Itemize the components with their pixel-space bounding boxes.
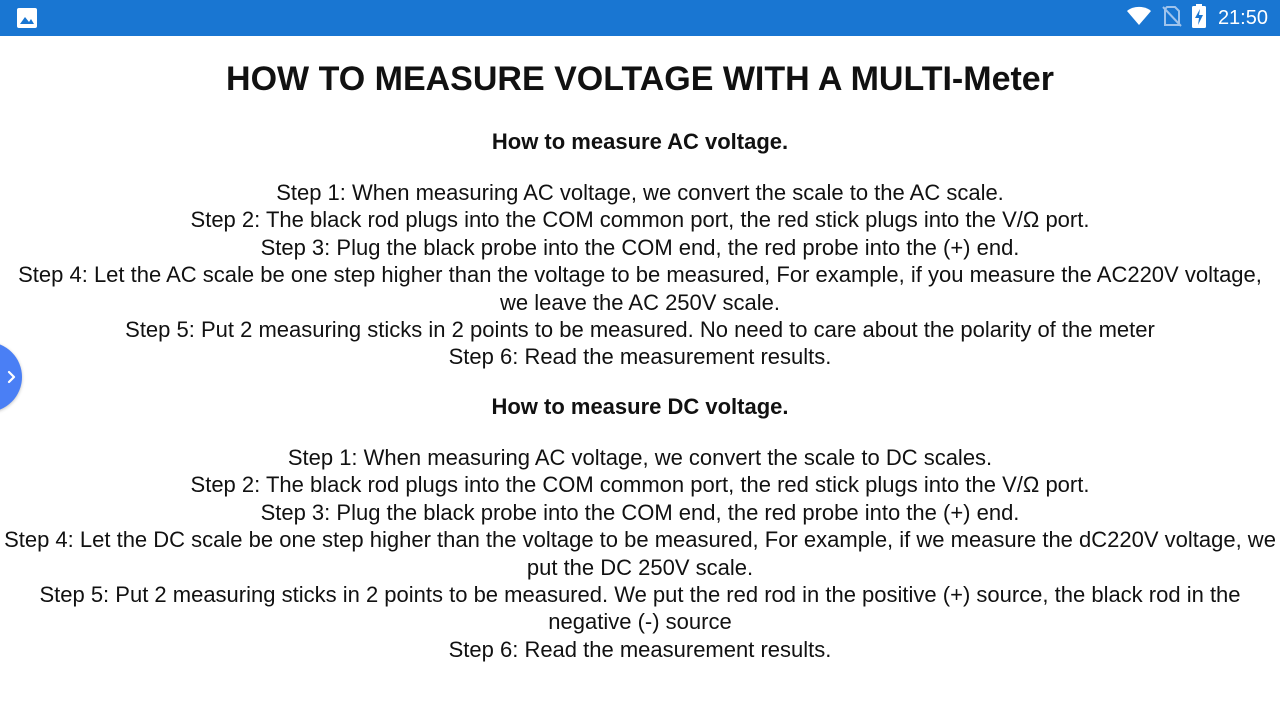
dc-step-4: Step 4: Let the DC scale be one step higher than the voltage to be measured, For example, if we measure the dC220V voltage, we put the DC 250V scale. (4, 527, 1276, 580)
battery-charging-icon (1192, 4, 1206, 33)
clock: 21:50 (1217, 6, 1268, 29)
chevron-right-icon (5, 368, 19, 391)
status-bar (0, 0, 1280, 36)
ac-step-6: Step 6: Read the measurement results. (448, 344, 832, 370)
ac-section-heading: How to measure AC voltage. (491, 129, 789, 154)
ac-voltage-section (0, 128, 1280, 371)
dc-step-3: Step 3: Plug the black probe into the COM end, the red probe into the (+) end. (260, 499, 1020, 525)
dc-step-2: Step 2: The black rod plugs into the COM common port, the red stick plugs into the V/Ω port. (190, 472, 1090, 498)
dc-step-6: Step 6: Read the measurement results. (448, 636, 832, 662)
dc-step-5: Step 5: Put 2 measuring sticks in 2 points to be measured. We put the red rod in the positive (+) source, the black rod in the negative (-) source (39, 582, 1241, 635)
article-content[interactable] (0, 36, 1280, 720)
ac-step-1: Step 1: When measuring AC voltage, we convert the scale to the AC scale. (276, 180, 1004, 205)
dc-step-1: Step 1: When measuring AC voltage, we convert the scale to DC scales. (287, 445, 993, 470)
ac-step-2: Step 2: The black rod plugs into the COM common port, the red stick plugs into the V/Ω port. (190, 207, 1090, 233)
ac-step-4: Step 4: Let the AC scale be one step higher than the voltage to be measured, For example, if you measure the AC220V voltage, we leave the AC 250V scale. (18, 262, 1262, 315)
dc-voltage-section (0, 393, 1280, 663)
ac-step-3: Step 3: Plug the black probe into the COM end, the red probe into the (+) end. (260, 234, 1020, 260)
wifi-icon (1126, 6, 1152, 31)
page-title: HOW TO MEASURE VOLTAGE WITH A MULTI-Meter (226, 60, 1054, 98)
dc-section-heading: How to measure DC voltage. (491, 394, 789, 419)
image-icon (16, 7, 38, 29)
no-sim-icon (1162, 5, 1182, 32)
ac-step-5: Step 5: Put 2 measuring sticks in 2 points to be measured. No need to care about the polarity of the meter (125, 317, 1155, 343)
status-icons (1126, 0, 1268, 36)
